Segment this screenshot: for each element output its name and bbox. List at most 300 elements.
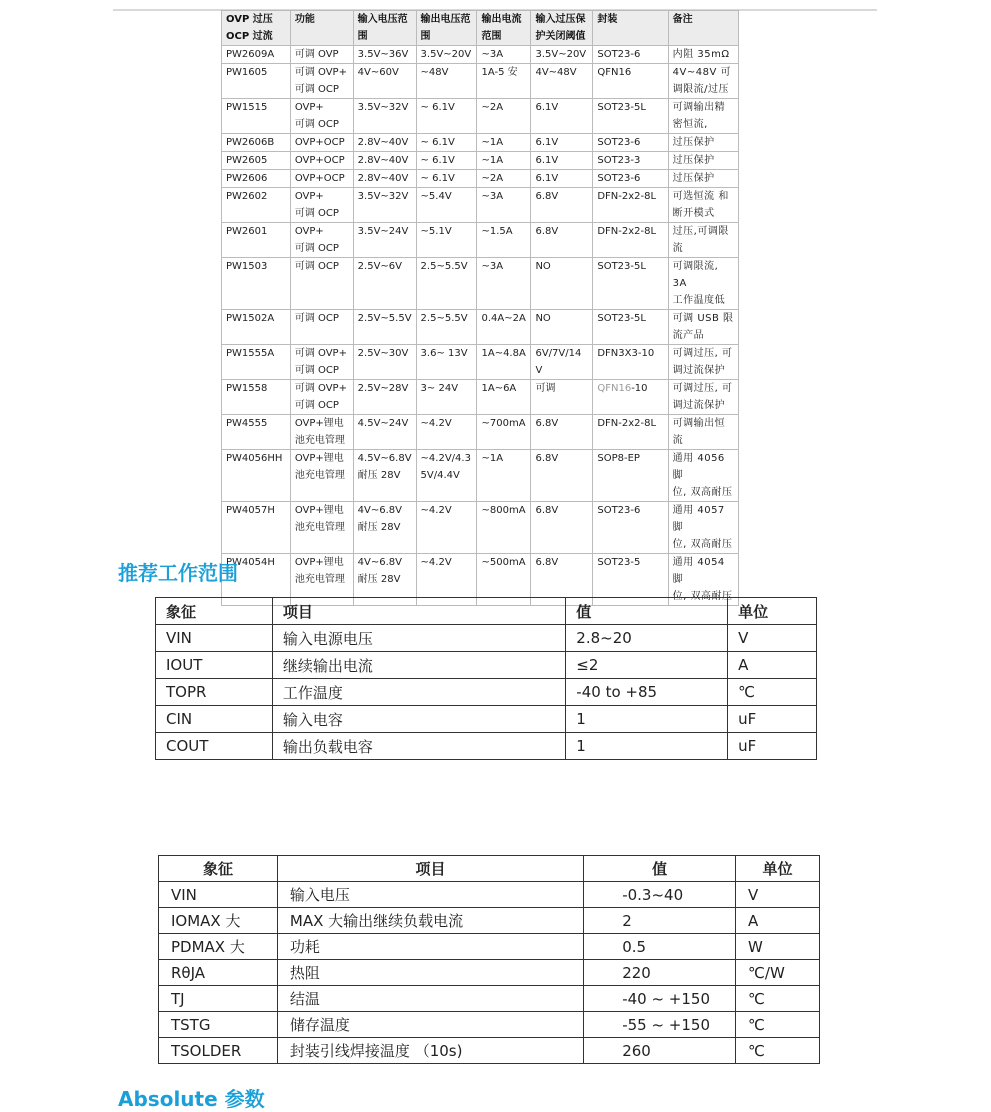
parts-cell-line: 耐压 28V (357, 574, 401, 585)
absolute-cell: 输入电压 (277, 882, 583, 908)
parts-cell (477, 64, 531, 99)
recommended-cell: 输出负载电容 (272, 733, 565, 760)
parts-cell-line: ~4.2V/4.3 (420, 453, 471, 464)
parts-cell (668, 223, 738, 258)
parts-cell-line: 1A~6A (481, 383, 517, 394)
parts-cell (416, 223, 477, 258)
parts-cell-line: ~3A (481, 191, 504, 202)
absolute-cell: PDMAX 大 (159, 934, 278, 960)
parts-cell-line: 流 (672, 243, 684, 254)
parts-header-cell-line: OCP 过流 (226, 31, 273, 42)
recommended-header-cell: 值 (566, 598, 728, 625)
parts-cell-line: OVP+ (294, 226, 324, 237)
parts-cell-line: 断开模式 (672, 208, 715, 219)
parts-cell (353, 46, 416, 64)
parts-cell-line: 2.8V~40V (357, 155, 409, 166)
parts-cell-line: 池充电管理 (294, 522, 345, 533)
parts-cell-line: PW2606 (226, 173, 268, 184)
absolute-cell: 260 (584, 1038, 736, 1064)
absolute-cell: W (736, 934, 820, 960)
parts-cell (593, 258, 668, 310)
parts-cell (477, 152, 531, 170)
parts-cell-line: PW4056HH (226, 453, 283, 464)
parts-cell-line: ~2A (481, 173, 504, 184)
parts-cell-line: SOT23-5L (597, 102, 646, 113)
absolute-table-header (159, 856, 820, 882)
parts-cell-line: PW2601 (226, 226, 268, 237)
parts-cell (593, 223, 668, 258)
parts-cell (668, 64, 738, 99)
parts-cell-line: ~4.2V (420, 505, 452, 516)
parts-cell-line: 可调 OCP (294, 261, 339, 272)
table-row (222, 99, 739, 134)
parts-cell-line: 可调 OVP (294, 49, 339, 60)
parts-cell-line: ~ 6.1V (420, 137, 455, 148)
recommended-cell: V (728, 625, 817, 652)
table-row (222, 152, 739, 170)
parts-cell-line: 过压,可调限 (672, 226, 729, 237)
table-row (222, 450, 739, 502)
parts-cell (416, 258, 477, 310)
parts-header-cell-line: 围 (357, 31, 368, 42)
parts-cell-line: 6.1V (535, 173, 559, 184)
parts-cell (477, 188, 531, 223)
parts-cell-line: PW2609A (226, 49, 275, 60)
absolute-cell: ℃ (736, 986, 820, 1012)
parts-cell (222, 134, 291, 152)
parts-cell (222, 152, 291, 170)
parts-cell-line: 3.5V~32V (357, 191, 409, 202)
parts-cell-line: ~48V (420, 67, 449, 78)
parts-cell (416, 188, 477, 223)
parts-cell (222, 415, 291, 450)
parts-cell-line: ~4.2V (420, 557, 452, 568)
parts-cell (531, 502, 593, 554)
recommended-cell: 1 (566, 706, 728, 733)
recommended-cell: TOPR (156, 679, 273, 706)
parts-cell (593, 415, 668, 450)
parts-cell-line: OVP+ (294, 102, 324, 113)
absolute-cell: VIN (159, 882, 278, 908)
parts-cell-line: PW2606B (226, 137, 275, 148)
parts-cell (416, 134, 477, 152)
parts-cell-line: 位, 双高耐压 (672, 539, 733, 550)
parts-cell-line: 可选恒流 和 (672, 191, 729, 202)
parts-cell-line: 可调输出精 (672, 102, 726, 113)
parts-cell (290, 223, 353, 258)
parts-cell-line: ~4.2V (420, 418, 452, 429)
parts-cell-line: 可调 OVP+ (294, 383, 347, 394)
parts-cell-line: 流 (672, 435, 684, 446)
absolute-header-cell: 象征 (159, 856, 278, 882)
parts-cell (353, 502, 416, 554)
parts-cell (222, 502, 291, 554)
parts-cell-line: SOP8-EP (597, 453, 640, 464)
parts-cell-line: ~500mA (481, 557, 526, 568)
parts-cell (668, 170, 738, 188)
parts-cell-line: 1A-5 安 (481, 67, 518, 78)
table-row (156, 733, 817, 760)
parts-cell-line: 6V/7V/14 (535, 348, 582, 359)
parts-cell (222, 310, 291, 345)
parts-cell (531, 450, 593, 502)
absolute-cell: MAX 大输出继续负载电流 (277, 908, 583, 934)
table-row (159, 960, 820, 986)
parts-cell (668, 380, 738, 415)
parts-cell-line: 6.8V (535, 557, 559, 568)
parts-cell-line: 内阻 35mΩ (672, 49, 730, 60)
parts-cell (353, 450, 416, 502)
parts-cell-line: SOT23-6 (597, 173, 641, 184)
recommended-table-header (156, 598, 817, 625)
parts-cell-line: ~800mA (481, 505, 526, 516)
parts-cell (290, 188, 353, 223)
parts-cell (353, 258, 416, 310)
parts-cell (668, 450, 738, 502)
parts-cell-line: NO (535, 313, 551, 324)
parts-cell-line: 可调 USB 限 (672, 313, 734, 324)
parts-cell (353, 134, 416, 152)
parts-cell (593, 188, 668, 223)
parts-cell (290, 380, 353, 415)
recommended-cell: -40 to +85 (566, 679, 728, 706)
parts-cell (531, 415, 593, 450)
parts-cell-line: SOT23-3 (597, 155, 641, 166)
parts-cell-line: PW4054H (226, 557, 275, 568)
parts-cell (477, 170, 531, 188)
parts-cell-line: 可调限流, 3A (672, 261, 719, 289)
parts-cell-line: PW1558 (226, 383, 268, 394)
parts-header-cell-line: 护关闭阈值 (535, 31, 586, 42)
parts-cell-line: 0.4A~2A (481, 313, 526, 324)
parts-cell-line: 通用 4056 脚 (672, 453, 725, 481)
parts-cell-line: 4.5V~24V (357, 418, 409, 429)
parts-cell (222, 345, 291, 380)
parts-cell-line: OVP+锂电 (294, 453, 344, 464)
parts-cell (416, 310, 477, 345)
table-row (156, 679, 817, 706)
parts-cell-line: 2.5~5.5V (420, 261, 468, 272)
parts-cell-line: 过压保护 (672, 137, 715, 148)
parts-cell-line: ~2A (481, 102, 504, 113)
parts-cell-line: 4V~60V (357, 67, 399, 78)
recommended-cell: uF (728, 706, 817, 733)
parts-cell (477, 46, 531, 64)
parts-cell-line: PW4555 (226, 418, 268, 429)
parts-cell-line: ~3A (481, 261, 504, 272)
parts-header-cell-line: 输出电流 (481, 14, 522, 25)
parts-cell (290, 345, 353, 380)
parts-header-cell (222, 11, 291, 46)
absolute-header-cell: 单位 (736, 856, 820, 882)
parts-cell-line: 过压保护 (672, 173, 715, 184)
parts-cell-line: DFN-2x2-8L (597, 226, 657, 237)
parts-cell (416, 415, 477, 450)
table-row (222, 380, 739, 415)
parts-cell-line: SOT23-5 (597, 557, 641, 568)
parts-cell (477, 258, 531, 310)
parts-cell (593, 450, 668, 502)
parts-cell-line: 6.1V (535, 137, 559, 148)
parts-cell-line: 6.8V (535, 505, 559, 516)
parts-cell (290, 64, 353, 99)
parts-cell-line: PW2605 (226, 155, 268, 166)
parts-cell (222, 450, 291, 502)
parts-cell-line: ~3A (481, 49, 504, 60)
parts-cell (416, 450, 477, 502)
parts-cell-line: 工作温度低 (672, 295, 726, 306)
parts-cell-line: 2.8V~40V (357, 137, 409, 148)
parts-cell-line: OVP+锂电 (294, 505, 344, 516)
recommended-table-body (156, 625, 817, 760)
table-row (222, 188, 739, 223)
parts-cell (593, 502, 668, 554)
parts-cell (668, 258, 738, 310)
parts-cell-line: PW2602 (226, 191, 268, 202)
recommended-cell: CIN (156, 706, 273, 733)
parts-cell-line: 可调输出恒 (672, 418, 726, 429)
parts-cell-line: 可调过压, 可 (672, 348, 733, 359)
parts-cell (593, 345, 668, 380)
absolute-header-cell: 值 (584, 856, 736, 882)
parts-cell-line: ~1A (481, 155, 504, 166)
recommended-cell: uF (728, 733, 817, 760)
absolute-cell: 0.5 (584, 934, 736, 960)
absolute-cell: 热阻 (277, 960, 583, 986)
parts-cell (353, 380, 416, 415)
parts-cell (593, 99, 668, 134)
parts-cell (222, 46, 291, 64)
parts-cell-line: 通用 4054 脚 (672, 557, 725, 585)
parts-cell-line: 位, 双高耐压 (672, 591, 733, 602)
parts-cell (531, 380, 593, 415)
parts-cell (416, 46, 477, 64)
parts-cell-line: PW1605 (226, 67, 268, 78)
parts-cell-line: 2.5V~28V (357, 383, 409, 394)
parts-cell (353, 345, 416, 380)
parts-cell-line: SOT23-6 (597, 137, 641, 148)
recommended-cell: IOUT (156, 652, 273, 679)
parts-cell (531, 170, 593, 188)
table-row (222, 415, 739, 450)
parts-cell (477, 345, 531, 380)
parts-table-header (222, 11, 739, 46)
parts-header-cell (668, 11, 738, 46)
parts-header-cell (593, 11, 668, 46)
parts-cell (416, 502, 477, 554)
parts-cell-line: 6.8V (535, 453, 559, 464)
parts-cell (593, 170, 668, 188)
parts-cell-line: 3.5V~32V (357, 102, 409, 113)
parts-header-cell-line: 输出电压范 (420, 14, 471, 25)
table-row (222, 258, 739, 310)
parts-cell (222, 188, 291, 223)
parts-cell-line: 3.5V~36V (357, 49, 409, 60)
parts-cell (353, 188, 416, 223)
recommended-cell: 1 (566, 733, 728, 760)
parts-cell (531, 134, 593, 152)
parts-cell (416, 170, 477, 188)
absolute-cell: -40 ~ +150 (584, 986, 736, 1012)
recommended-header-cell: 单位 (728, 598, 817, 625)
parts-cell (290, 46, 353, 64)
absolute-cell: RθJA (159, 960, 278, 986)
parts-cell-line: SOT23-6 (597, 505, 641, 516)
parts-cell (353, 223, 416, 258)
parts-cell (290, 258, 353, 310)
parts-cell (290, 310, 353, 345)
parts-cell (593, 380, 668, 415)
parts-cell-line: 3.6~ 13V (420, 348, 468, 359)
parts-cell-line: V (535, 365, 543, 376)
parts-cell-line: 4V~6.8V (357, 557, 402, 568)
parts-cell-line: SOT23-5L (597, 261, 646, 272)
parts-cell-line: 3.5V~24V (357, 226, 409, 237)
absolute-cell: 220 (584, 960, 736, 986)
parts-cell-line: 耐压 28V (357, 470, 401, 481)
absolute-cell: 储存温度 (277, 1012, 583, 1038)
parts-cell (668, 46, 738, 64)
parts-cell-line: 过压保护 (672, 155, 715, 166)
parts-cell-line: 密恒流, (672, 119, 708, 130)
parts-cell-line: ~ 6.1V (420, 102, 455, 113)
table-row (222, 46, 739, 64)
parts-cell-line: ~1A (481, 137, 504, 148)
absolute-cell: TSTG (159, 1012, 278, 1038)
recommended-cell: ℃ (728, 679, 817, 706)
parts-cell (668, 502, 738, 554)
table-row (159, 882, 820, 908)
parts-table-body (222, 46, 739, 606)
absolute-cell: TJ (159, 986, 278, 1012)
absolute-cell: ℃ (736, 1038, 820, 1064)
table-row (222, 345, 739, 380)
parts-cell (531, 188, 593, 223)
parts-cell-line: 可调 OCP (294, 313, 339, 324)
parts-cell-line: PW1502A (226, 313, 275, 324)
parts-cell-line: DFN-2x2-8L (597, 191, 657, 202)
parts-cell (416, 345, 477, 380)
parts-cell (222, 258, 291, 310)
parts-cell (477, 380, 531, 415)
parts-cell (290, 152, 353, 170)
parts-cell-line: 3.5V~20V (535, 49, 587, 60)
parts-cell (290, 415, 353, 450)
absolute-cell: ℃/W (736, 960, 820, 986)
parts-cell (477, 415, 531, 450)
parts-cell (531, 64, 593, 99)
recommended-cell: 继续输出电流 (272, 652, 565, 679)
parts-cell-line: 调限流/过压 (672, 84, 730, 95)
parts-cell (593, 310, 668, 345)
table-row (222, 223, 739, 258)
parts-cell-line: OVP+OCP (294, 173, 345, 184)
parts-cell (668, 345, 738, 380)
parts-cell-line: DFN3X3-10 (597, 348, 655, 359)
parts-cell-line: 4V~48V (535, 67, 577, 78)
parts-header-cell-line: 输入过压保 (535, 14, 586, 25)
absolute-cell: -55 ~ +150 (584, 1012, 736, 1038)
parts-cell-line: 6.8V (535, 418, 559, 429)
parts-cell (593, 64, 668, 99)
parts-cell (668, 188, 738, 223)
absolute-header-cell: 项目 (277, 856, 583, 882)
table-row (156, 625, 817, 652)
parts-cell (477, 310, 531, 345)
absolute-cell: V (736, 882, 820, 908)
recommended-cell: ≤2 (566, 652, 728, 679)
parts-header-cell-line: 功能 (294, 14, 315, 25)
parts-cell (668, 152, 738, 170)
parts-cell-line: 可调 OVP+ (294, 348, 347, 359)
parts-cell (531, 258, 593, 310)
parts-cell-line: ~1A (481, 453, 504, 464)
recommended-cell: VIN (156, 625, 273, 652)
parts-cell-line: 可调过压, 可 (672, 383, 733, 394)
parts-cell-line: ~1.5A (481, 226, 513, 237)
parts-cell (222, 64, 291, 99)
parts-header-cell (353, 11, 416, 46)
table-row (222, 310, 739, 345)
parts-cell-line: 4V~48V 可 (672, 67, 731, 78)
parts-cell-line: PW1515 (226, 102, 268, 113)
parts-header-cell-line: OVP 过压 (226, 14, 273, 25)
absolute-cell: 2 (584, 908, 736, 934)
parts-cell (222, 99, 291, 134)
parts-cell (353, 170, 416, 188)
parts-cell-line: OVP+OCP (294, 155, 345, 166)
parts-cell (290, 170, 353, 188)
parts-cell-line: 4.5V~6.8V (357, 453, 412, 464)
parts-cell-line: 可调 OCP (294, 84, 339, 95)
parts-cell-line: 调过流保护 (672, 400, 726, 411)
parts-cell-line: 可调 OCP (294, 208, 339, 219)
parts-cell (477, 223, 531, 258)
parts-cell (668, 415, 738, 450)
recommended-heading: 推荐工作范围 (118, 561, 238, 585)
parts-cell-line: 流产品 (672, 330, 705, 341)
parts-cell-line: 通用 4057 脚 (672, 505, 725, 533)
parts-cell-line: 调过流保护 (672, 365, 726, 376)
parts-header-cell (477, 11, 531, 46)
parts-cell (531, 310, 593, 345)
parts-cell-line: 3.5V~20V (420, 49, 472, 60)
absolute-cell: 结温 (277, 986, 583, 1012)
parts-cell-line: 可调 OCP (294, 400, 339, 411)
parts-cell-line: 5V/4.4V (420, 470, 460, 481)
parts-cell (477, 450, 531, 502)
parts-cell-line: ~5.1V (420, 226, 452, 237)
parts-cell-line: NO (535, 261, 551, 272)
recommended-header-cell: 项目 (272, 598, 565, 625)
parts-cell-line: 池充电管理 (294, 470, 345, 481)
parts-cell-line: 池充电管理 (294, 435, 345, 446)
parts-cell (593, 152, 668, 170)
parts-cell-line: PW4057H (226, 505, 275, 516)
table-row (156, 706, 817, 733)
parts-cell (290, 450, 353, 502)
absolute-cell: ℃ (736, 1012, 820, 1038)
parts-cell-line: OVP+ (294, 191, 324, 202)
recommended-header-cell: 象征 (156, 598, 273, 625)
parts-cell-line: 可调 OCP (294, 243, 339, 254)
parts-cell-line: 4V~6.8V (357, 505, 402, 516)
parts-cell-line: QFN16 (597, 67, 632, 78)
parts-cell (416, 152, 477, 170)
parts-header-cell (416, 11, 477, 46)
table-row (159, 1038, 820, 1064)
parts-cell-line: OVP+锂电 (294, 418, 344, 429)
